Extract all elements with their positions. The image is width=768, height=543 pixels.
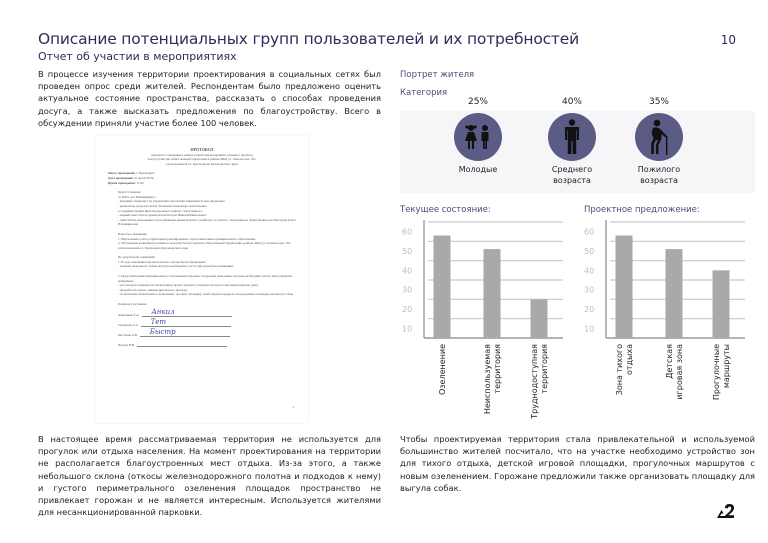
protocol-agenda-heading: Повестка совещания: <box>118 231 147 236</box>
persona-percent: 35% <box>648 97 669 107</box>
y-tick-label: 60 <box>584 227 595 237</box>
page-number: 10 <box>720 33 736 47</box>
current-state-bar-chart <box>398 220 568 420</box>
signature-ink: Анкил <box>151 307 175 316</box>
persona-circle <box>548 113 596 161</box>
category-label: Категория <box>400 88 448 98</box>
protocol-attendee: - первый заместитель руководителя Петров Николай Николаевич <box>118 213 207 218</box>
bar <box>666 249 683 338</box>
protocol-agenda-item: 2. Обсуждение концепции (эскизного проекта) благоустройства общественной территории в районе МКД ул. Ломоносова, 102, расположенной в г. Красноярск Красноярского края <box>118 241 291 250</box>
y-tick-label: 20 <box>584 305 595 314</box>
chart-title-current-state: Текущее состояние: <box>400 205 491 215</box>
protocol-result-item: - проработать вопрос ликвидации второго прохода; <box>118 287 188 292</box>
y-tick-label: 10 <box>402 324 413 334</box>
bar <box>531 299 548 338</box>
x-category-label: Зона тихого <box>615 344 624 396</box>
y-tick-label: 30 <box>402 285 413 295</box>
protocol-result-item: 2. Представителями муниципального образования озвучены следующие пожелания, которые необходимо учесть при разработке концепции: <box>118 274 293 283</box>
x-category-label: игровая зона <box>675 344 684 400</box>
adult-man-icon <box>562 119 582 155</box>
protocol-attendee: - заместитель начальника отдела жилищно-коммунального хозяйства, по работе с населением и общественностью Быстрова Ольга Владимировна <box>118 217 296 227</box>
protocol-result-item: - по возможности включить в концепцию: детскую площадку, скейт-парк/роллердром, велодорожки, площадки для выгула собак. <box>118 292 294 297</box>
project-proposal-bar-chart <box>580 220 750 420</box>
persona-label: Молодые <box>458 165 498 174</box>
protocol-result-item: 1. В ходе совещания при визуальном осмотре были обнаружены: <box>118 259 207 264</box>
protocol-result-item: - рассмотреть возможность включения в проект ремонта основного прохода к многоквартирному дому; <box>118 283 259 288</box>
signature-row: Петров Н.Н. <box>108 337 296 347</box>
protocol-attendee: от Администрации Железнодорожного района г. Красноярска: <box>118 208 203 213</box>
current-usage-paragraph: В настоящее время рассматриваемая территория не используется для прогулок или отдыха населения. На момент проектирования на территории не располагается благоустроенных мест отдыха. Из-за этого, а также небольшого склона (откосы железнодорожного полотна и подходов к нему) и густого периметрального озеленения площадок пространство не привлекает горожан и не является интересным. Используется жителями для несанкционированной парковки. <box>38 434 381 518</box>
x-category-label: Труднодоступная <box>530 344 539 419</box>
y-tick-label: 50 <box>584 247 595 256</box>
x-category-label: территория <box>540 344 549 394</box>
protocol-attendees-heading: Присутствовали: <box>118 190 141 195</box>
protocol-meta-place: Место проведения: г. Красноярск <box>108 171 155 176</box>
x-category-label: маршруты <box>722 344 731 389</box>
portrait-section-label: Портрет жителя <box>400 70 475 80</box>
bar <box>484 249 501 338</box>
protocol-agenda-item: 1. Визуальный осмотр территории проектирования с представителями муниципального образования. <box>118 236 256 241</box>
protocol-signatures-heading: Подписи участников: <box>118 302 147 307</box>
persona-percent: 40% <box>561 97 582 107</box>
persona-young <box>438 97 518 175</box>
x-category-label: Детская <box>665 344 674 379</box>
x-category-label: Прогулочные <box>712 344 721 401</box>
x-category-label: отдыха <box>625 344 634 376</box>
persona-middle-aged <box>532 97 612 186</box>
persona-label: Среднего возраста <box>551 165 593 185</box>
y-tick-label: 30 <box>584 285 595 295</box>
protocol-attendee: - ведущий специалист по управлению проектами Анкилиева Елена Андреевна <box>118 199 225 204</box>
elderly-cane-icon <box>646 119 672 155</box>
y-tick-label: 10 <box>584 324 595 334</box>
protocol-results-heading: По результатам совещания: <box>118 255 156 260</box>
page-subtitle: Отчет об участии в мероприятиях <box>38 50 237 63</box>
protocol-meta-time: Время проведения: 11:00 <box>108 180 144 185</box>
protocol-document-image <box>96 136 308 423</box>
x-category-label: территория <box>493 344 502 394</box>
protocol-heading-line: расположенной в г. Красноярске Красноярского края <box>166 161 238 166</box>
y-tick-label: 40 <box>402 266 413 276</box>
a2-logo-icon <box>716 503 736 521</box>
protocol-title: ПРОТОКОЛ <box>190 147 214 152</box>
children-icon <box>462 124 494 150</box>
y-tick-label: 50 <box>402 247 413 256</box>
residents-proposal-paragraph: Чтобы проектируемая территория стала привлекательной и используемой большинство жителей посчитало, что на участке необходимо устройство зон для тихого отдыха, детской игровой площадки, прогулочных маршрутов с новым озеленением. Горожане предложили также организовать площадку для выгула собак. <box>400 434 755 493</box>
chart-title-project-proposal: Проектное предложение: <box>584 205 700 215</box>
y-tick-label: 60 <box>402 227 413 237</box>
protocol-attendee: - архитектор-градостроитель Тетенкова Александра Анатольевна <box>118 203 207 208</box>
persona-circle <box>454 113 502 161</box>
intro-paragraph: В процессе изучения территории проектирования в социальных сетях был проведен опрос среди жителей. Респондентам было предложено оценить актуальное состояние пространства, рассказать о способах проведения досуга, а также высказать предложения по благоустройству. Всего в обсуждении приняли участие более 100 человек. <box>38 69 381 128</box>
protocol-page-number: 1 <box>292 405 294 409</box>
protocol-heading-line: благоустройства общественной территории в районе МКД ул. Ломоносова, 102, <box>147 157 257 162</box>
protocol-heading-line: выездного совещания в рамках разработки концепции (эскизного проекта) <box>151 152 253 157</box>
signature-ink: Тет <box>150 317 167 326</box>
x-category-label: Неиспользуемая <box>483 344 492 415</box>
y-tick-label: 40 <box>584 266 595 276</box>
persona-percent: 25% <box>467 97 488 107</box>
bar <box>713 270 730 338</box>
signature-row: Тетенкова А.А. Тет <box>108 317 296 327</box>
protocol-attendee: от ООО «А2 Инжиниринг»: <box>118 194 156 199</box>
protocol-meta-date: Дата проведения: 01 июля 2025г. <box>108 175 155 180</box>
protocol-result-item: - наличие подпорной стенки, которую необходимо учесть при разработке концепции. <box>118 264 234 269</box>
y-tick-label: 20 <box>402 305 413 314</box>
bar <box>616 236 633 338</box>
signature-row: Быстрова О.В. Быстр <box>108 327 296 337</box>
persona-elderly <box>619 97 699 186</box>
bar <box>434 236 451 338</box>
signature-row: Анкилиева Е.А. Анкил <box>108 307 296 317</box>
persona-circle <box>635 113 683 161</box>
page-title: Описание потенциальных групп пользователей и их потребностей <box>38 30 579 48</box>
signature-ink: Быстр <box>149 327 176 336</box>
x-category-label: Озеленение <box>438 344 447 396</box>
persona-label: Пожилого возраста <box>637 165 681 185</box>
